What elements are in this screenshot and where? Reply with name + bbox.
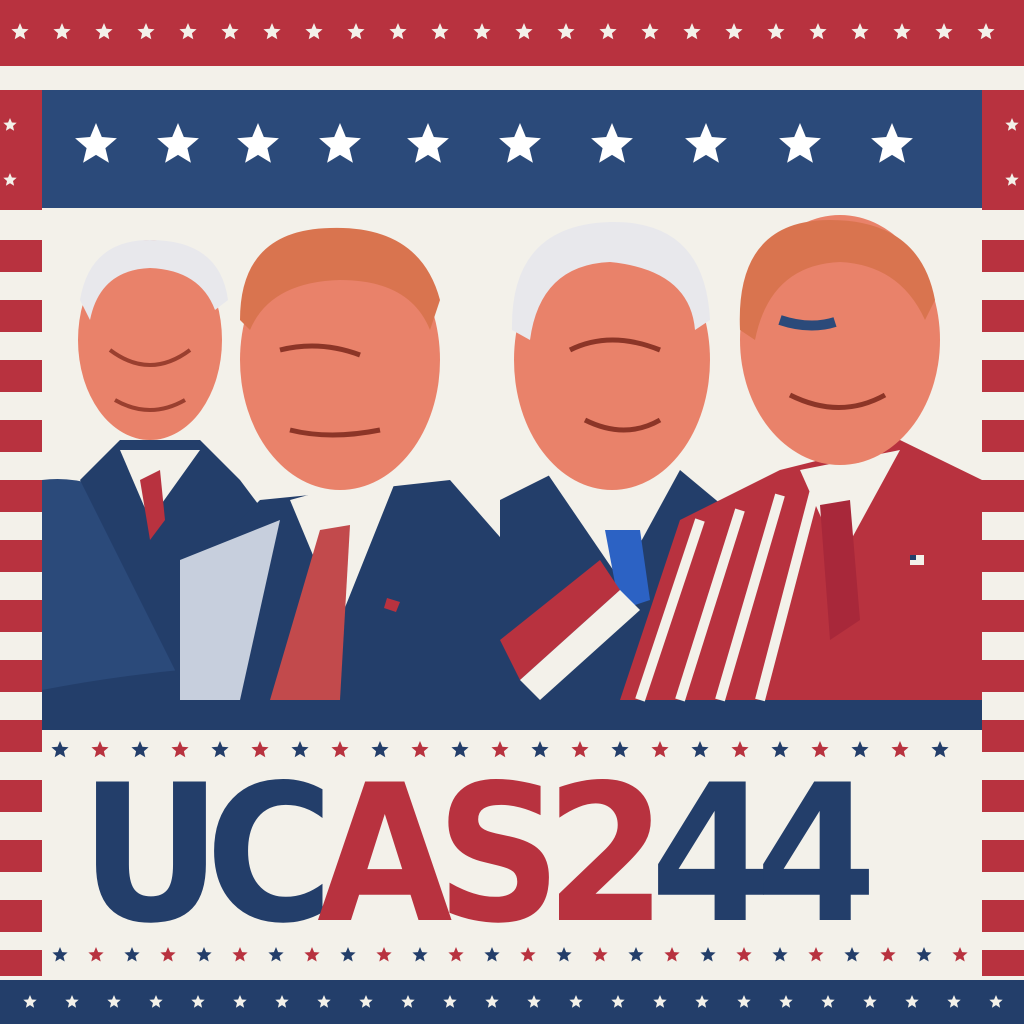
headline xyxy=(80,744,908,965)
headline-part-1: UC xyxy=(80,744,318,965)
flag-pin-icon xyxy=(910,555,924,565)
headline-part-3: 44 xyxy=(650,744,861,965)
headline-part-2: AS2 xyxy=(317,744,651,965)
figure-2 xyxy=(180,228,520,700)
